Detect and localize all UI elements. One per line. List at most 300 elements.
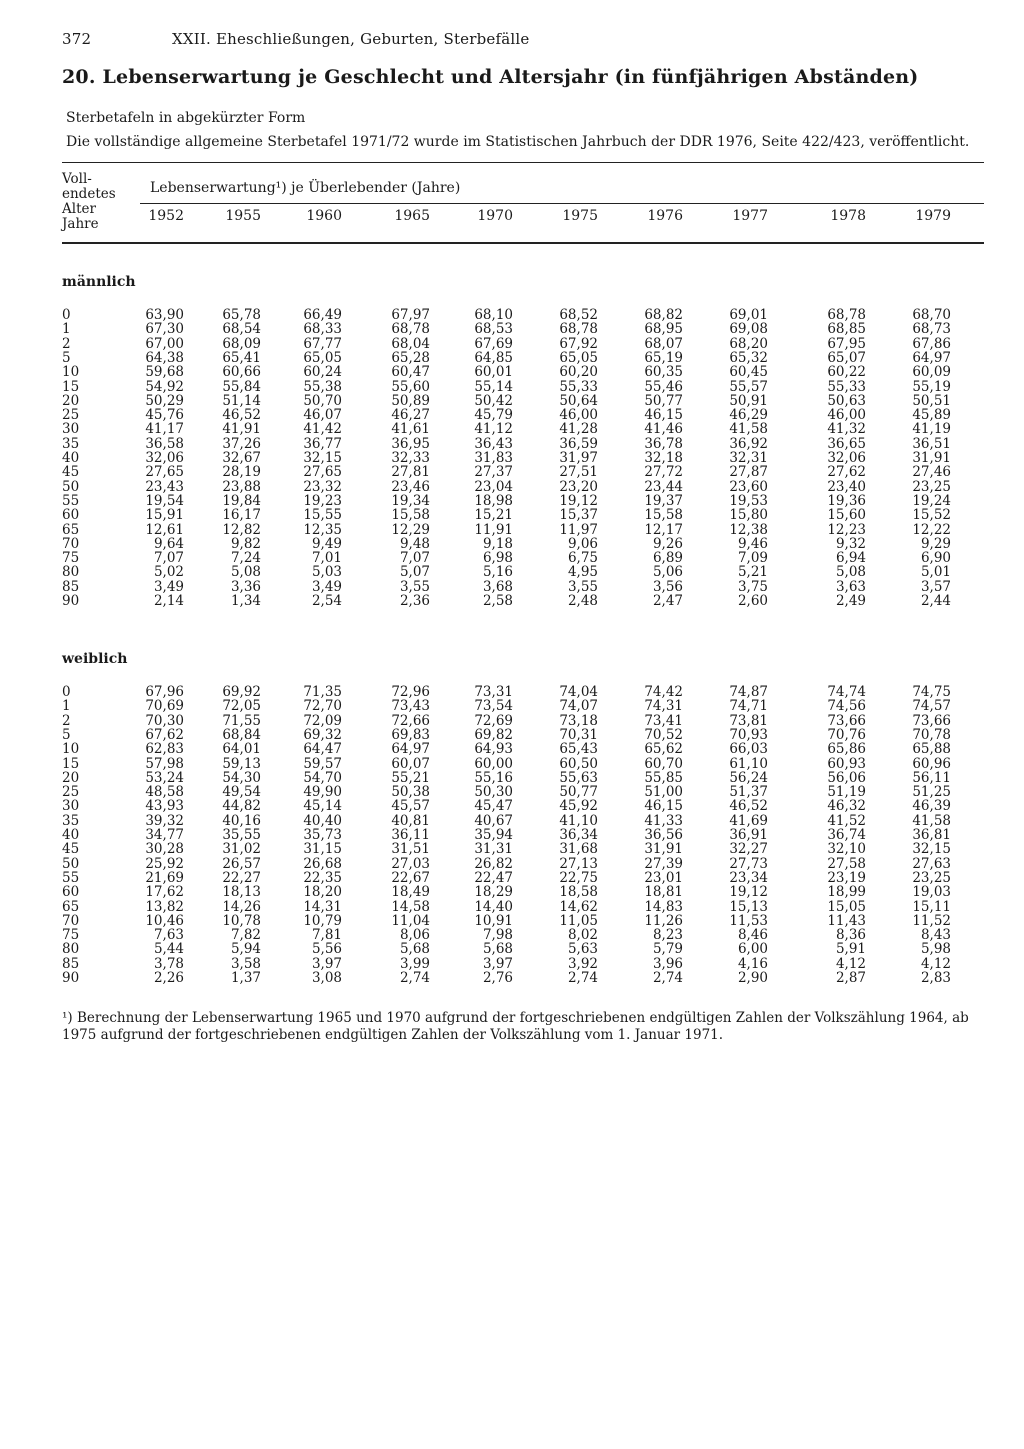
value-cell: 6,98: [482, 550, 513, 567]
value-cell: 40,81: [391, 812, 430, 829]
value-cell: 9,49: [311, 535, 342, 552]
value-cell: 71,55: [222, 712, 261, 729]
value-cell: 27,81: [391, 464, 430, 481]
value-cell: 35,94: [474, 827, 513, 843]
table-row: [0, 857, 1024, 871]
value-cell: 32,15: [912, 841, 951, 858]
value-cell: 36,81: [912, 827, 951, 843]
value-cell: 31,91: [912, 450, 951, 466]
value-cell: 54,30: [222, 769, 261, 786]
value-cell: 60,22: [827, 364, 866, 381]
value-cell: 60,35: [644, 364, 683, 381]
value-cell: 65,32: [729, 349, 768, 366]
age-cell: 80: [62, 941, 80, 958]
value-cell: 41,69: [729, 812, 768, 829]
value-cell: 5,08: [835, 564, 866, 581]
age-cell: 40: [62, 450, 80, 466]
table-row: [0, 871, 1024, 885]
value-cell: 65,78: [222, 307, 261, 323]
value-cell: 36,56: [644, 827, 683, 843]
value-cell: 2,14: [153, 593, 184, 609]
value-cell: 48,58: [145, 784, 184, 801]
value-cell: 2,54: [311, 593, 342, 609]
value-cell: 46,15: [644, 407, 683, 424]
section-label: weiblich: [62, 651, 128, 667]
value-cell: 60,66: [222, 364, 261, 381]
value-cell: 22,27: [222, 869, 261, 886]
value-cell: 55,63: [559, 769, 598, 786]
value-cell: 10,46: [145, 912, 184, 929]
value-cell: 15,52: [912, 507, 951, 524]
value-cell: 41,46: [644, 421, 683, 438]
value-cell: 19,23: [303, 492, 342, 509]
value-cell: 27,37: [474, 464, 513, 481]
year-header: 1970: [477, 208, 513, 224]
value-cell: 73,43: [391, 698, 430, 715]
value-cell: 60,24: [303, 364, 342, 381]
value-cell: 5,79: [652, 941, 683, 958]
value-cell: 60,70: [644, 755, 683, 772]
value-cell: 23,44: [644, 478, 683, 495]
value-cell: 68,04: [391, 335, 430, 352]
value-cell: 50,64: [559, 392, 598, 409]
value-cell: 72,96: [391, 684, 430, 700]
value-cell: 74,74: [827, 684, 866, 700]
table-row: [0, 451, 1024, 465]
value-cell: 68,82: [644, 307, 683, 323]
age-cell: 20: [62, 392, 80, 409]
value-cell: 16,17: [222, 507, 261, 524]
value-cell: 69,32: [303, 726, 342, 743]
value-cell: 55,84: [222, 378, 261, 395]
value-cell: 68,10: [474, 307, 513, 323]
value-cell: 60,00: [474, 755, 513, 772]
value-cell: 31,91: [644, 841, 683, 858]
value-cell: 67,96: [145, 684, 184, 700]
value-cell: 23,19: [827, 869, 866, 886]
page-number: 372: [62, 30, 92, 48]
value-cell: 36,77: [303, 435, 342, 452]
value-cell: 50,42: [474, 392, 513, 409]
value-cell: 3,75: [737, 578, 768, 595]
value-cell: 15,05: [827, 898, 866, 915]
value-cell: 36,91: [729, 827, 768, 843]
value-cell: 18,49: [391, 884, 430, 901]
value-cell: 55,14: [474, 378, 513, 395]
value-cell: 74,31: [644, 698, 683, 715]
value-cell: 2,47: [652, 593, 683, 609]
value-cell: 14,26: [222, 898, 261, 915]
value-cell: 22,67: [391, 869, 430, 886]
value-cell: 25,92: [145, 855, 184, 872]
age-cell: 10: [62, 364, 80, 381]
value-cell: 66,03: [729, 741, 768, 758]
value-cell: 67,00: [145, 335, 184, 352]
value-cell: 55,33: [827, 378, 866, 395]
value-cell: 2,74: [567, 970, 598, 986]
value-cell: 23,60: [729, 478, 768, 495]
value-cell: 46,39: [912, 798, 951, 815]
age-cell: 35: [62, 435, 80, 452]
value-cell: 10,91: [474, 912, 513, 929]
value-cell: 19,12: [559, 492, 598, 509]
value-cell: 11,91: [474, 521, 513, 538]
value-cell: 18,58: [559, 884, 598, 901]
value-cell: 19,54: [145, 492, 184, 509]
group-header: Lebenserwartung¹) je Überlebender (Jahre): [150, 180, 461, 196]
value-cell: 55,19: [912, 378, 951, 395]
age-cell: 0: [62, 684, 71, 700]
age-cell: 45: [62, 841, 80, 858]
value-cell: 27,58: [827, 855, 866, 872]
value-cell: 9,46: [737, 535, 768, 552]
section-label: männlich: [62, 274, 136, 290]
value-cell: 65,05: [559, 349, 598, 366]
value-cell: 11,97: [559, 521, 598, 538]
value-cell: 32,06: [145, 450, 184, 466]
value-cell: 35,55: [222, 827, 261, 843]
value-cell: 65,43: [559, 741, 598, 758]
value-cell: 5,06: [652, 564, 683, 581]
age-cell: 40: [62, 827, 80, 843]
table-row: [0, 742, 1024, 756]
table-row: [0, 785, 1024, 799]
year-header: 1960: [306, 208, 342, 224]
value-cell: 50,77: [559, 784, 598, 801]
age-cell: 80: [62, 564, 80, 581]
table-row: [0, 408, 1024, 422]
value-cell: 3,97: [482, 955, 513, 972]
value-cell: 60,01: [474, 364, 513, 381]
table-row: [0, 594, 1024, 608]
value-cell: 9,82: [230, 535, 261, 552]
value-cell: 2,36: [399, 593, 430, 609]
table-row: [0, 508, 1024, 522]
value-cell: 68,53: [474, 321, 513, 338]
table-title: 20. Lebenserwartung je Geschlecht und Altersjahr (in fünfjährigen Abständen): [62, 66, 919, 88]
value-cell: 8,43: [920, 927, 951, 944]
value-cell: 46,00: [827, 407, 866, 424]
age-cell: 2: [62, 335, 71, 352]
table-row: [0, 351, 1024, 365]
value-cell: 5,03: [311, 564, 342, 581]
value-cell: 73,31: [474, 684, 513, 700]
table-row: [0, 814, 1024, 828]
value-cell: 18,81: [644, 884, 683, 901]
value-cell: 74,07: [559, 698, 598, 715]
value-cell: 7,07: [153, 550, 184, 567]
value-cell: 60,50: [559, 755, 598, 772]
value-cell: 3,63: [835, 578, 866, 595]
table-row: [0, 565, 1024, 579]
value-cell: 18,98: [474, 492, 513, 509]
table-row: [0, 308, 1024, 322]
table-row: [0, 551, 1024, 565]
value-cell: 3,55: [399, 578, 430, 595]
value-cell: 64,93: [474, 741, 513, 758]
age-cell: 5: [62, 349, 71, 366]
value-cell: 67,92: [559, 335, 598, 352]
value-cell: 15,55: [303, 507, 342, 524]
value-cell: 68,78: [827, 307, 866, 323]
value-cell: 55,21: [391, 769, 430, 786]
value-cell: 15,37: [559, 507, 598, 524]
table-row: [0, 685, 1024, 699]
year-header: 1978: [830, 208, 866, 224]
value-cell: 1,34: [230, 593, 261, 609]
age-column-header: [62, 172, 116, 232]
value-cell: 41,10: [559, 812, 598, 829]
value-cell: 69,01: [729, 307, 768, 323]
value-cell: 5,44: [153, 941, 184, 958]
value-cell: 4,12: [835, 955, 866, 972]
value-cell: 9,18: [482, 535, 513, 552]
table-row: [0, 480, 1024, 494]
value-cell: 74,71: [729, 698, 768, 715]
age-cell: 2: [62, 712, 71, 729]
value-cell: 10,78: [222, 912, 261, 929]
age-cell: 90: [62, 970, 80, 986]
value-cell: 11,26: [644, 912, 683, 929]
value-cell: 45,14: [303, 798, 342, 815]
value-cell: 9,06: [567, 535, 598, 552]
value-cell: 7,09: [737, 550, 768, 567]
value-cell: 69,92: [222, 684, 261, 700]
age-cell: 1: [62, 698, 71, 715]
value-cell: 70,69: [145, 698, 184, 715]
chapter-title: XXII. Eheschließungen, Geburten, Sterbefälle: [172, 30, 530, 48]
table-row: [0, 380, 1024, 394]
value-cell: 32,27: [729, 841, 768, 858]
running-head: [62, 30, 529, 48]
table-row: [0, 365, 1024, 379]
value-cell: 67,95: [827, 335, 866, 352]
value-cell: 22,75: [559, 869, 598, 886]
value-cell: 67,77: [303, 335, 342, 352]
value-cell: 55,46: [644, 378, 683, 395]
value-cell: 5,98: [920, 941, 951, 958]
value-cell: 64,38: [145, 349, 184, 366]
table-row: [0, 728, 1024, 742]
value-cell: 12,35: [303, 521, 342, 538]
age-cell: 85: [62, 578, 80, 595]
value-cell: 11,52: [912, 912, 951, 929]
value-cell: 27,65: [303, 464, 342, 481]
value-cell: 44,82: [222, 798, 261, 815]
value-cell: 41,32: [827, 421, 866, 438]
value-cell: 68,33: [303, 321, 342, 338]
value-cell: 36,59: [559, 435, 598, 452]
year-header: 1979: [915, 208, 951, 224]
age-cell: 75: [62, 927, 80, 944]
value-cell: 55,33: [559, 378, 598, 395]
value-cell: 73,18: [559, 712, 598, 729]
year-header: 1975: [562, 208, 598, 224]
value-cell: 15,58: [391, 507, 430, 524]
value-cell: 15,80: [729, 507, 768, 524]
age-cell: 60: [62, 507, 80, 524]
value-cell: 1,37: [230, 970, 261, 986]
value-cell: 41,61: [391, 421, 430, 438]
value-cell: 41,33: [644, 812, 683, 829]
value-cell: 41,28: [559, 421, 598, 438]
value-cell: 7,81: [311, 927, 342, 944]
value-cell: 32,10: [827, 841, 866, 858]
value-cell: 31,51: [391, 841, 430, 858]
value-cell: 51,25: [912, 784, 951, 801]
table-row: [0, 914, 1024, 928]
age-cell: 55: [62, 869, 80, 886]
value-cell: 51,00: [644, 784, 683, 801]
value-cell: 27,39: [644, 855, 683, 872]
value-cell: 41,58: [912, 812, 951, 829]
value-cell: 46,27: [391, 407, 430, 424]
value-cell: 6,90: [920, 550, 951, 567]
value-cell: 41,12: [474, 421, 513, 438]
value-cell: 50,91: [729, 392, 768, 409]
value-cell: 70,93: [729, 726, 768, 743]
value-cell: 5,94: [230, 941, 261, 958]
value-cell: 3,68: [482, 578, 513, 595]
value-cell: 66,49: [303, 307, 342, 323]
value-cell: 31,68: [559, 841, 598, 858]
table-row: [0, 885, 1024, 899]
value-cell: 55,57: [729, 378, 768, 395]
value-cell: 67,97: [391, 307, 430, 323]
value-cell: 49,90: [303, 784, 342, 801]
value-cell: 68,84: [222, 726, 261, 743]
value-cell: 30,28: [145, 841, 184, 858]
value-cell: 3,36: [230, 578, 261, 595]
table-row: [0, 900, 1024, 914]
value-cell: 5,16: [482, 564, 513, 581]
value-cell: 7,82: [230, 927, 261, 944]
value-cell: 51,37: [729, 784, 768, 801]
value-cell: 70,76: [827, 726, 866, 743]
value-cell: 5,63: [567, 941, 598, 958]
footnote: ¹) Berechnung der Lebenserwartung 1965 und 1970 aufgrund der fortgeschriebenen endgültigen Zahlen der Volkszählung 1964, ab 1975 aufgrund der fortgeschriebenen endgültigen Zahlen der Volkszählung vom 1. Januar 1971.: [62, 1010, 969, 1043]
value-cell: 27,65: [145, 464, 184, 481]
value-cell: 3,97: [311, 955, 342, 972]
value-cell: 2,58: [482, 593, 513, 609]
age-cell: 70: [62, 912, 80, 929]
value-cell: 64,01: [222, 741, 261, 758]
value-cell: 65,86: [827, 741, 866, 758]
value-cell: 8,36: [835, 927, 866, 944]
value-cell: 27,03: [391, 855, 430, 872]
value-cell: 14,31: [303, 898, 342, 915]
value-cell: 23,20: [559, 478, 598, 495]
value-cell: 65,19: [644, 349, 683, 366]
year-header: 1965: [394, 208, 430, 224]
age-cell: 10: [62, 741, 80, 758]
value-cell: 23,46: [391, 478, 430, 495]
value-cell: 23,25: [912, 869, 951, 886]
value-cell: 55,85: [644, 769, 683, 786]
year-header: 1976: [647, 208, 683, 224]
value-cell: 18,29: [474, 884, 513, 901]
value-cell: 46,15: [644, 798, 683, 815]
age-cell: 1: [62, 321, 71, 338]
value-cell: 46,32: [827, 798, 866, 815]
value-cell: 72,05: [222, 698, 261, 715]
age-cell: 30: [62, 421, 80, 438]
value-cell: 45,92: [559, 798, 598, 815]
value-cell: 7,63: [153, 927, 184, 944]
age-header-line: Voll-: [62, 171, 92, 187]
value-cell: 55,38: [303, 378, 342, 395]
table-row: [0, 757, 1024, 771]
value-cell: 74,87: [729, 684, 768, 700]
value-cell: 6,94: [835, 550, 866, 567]
header-bottom-rule: [62, 242, 984, 244]
value-cell: 50,89: [391, 392, 430, 409]
value-cell: 23,88: [222, 478, 261, 495]
value-cell: 2,74: [652, 970, 683, 986]
value-cell: 60,45: [729, 364, 768, 381]
value-cell: 14,62: [559, 898, 598, 915]
year-header: 1977: [732, 208, 768, 224]
value-cell: 32,06: [827, 450, 866, 466]
value-cell: 27,51: [559, 464, 598, 481]
age-cell: 0: [62, 307, 71, 323]
value-cell: 68,54: [222, 321, 261, 338]
value-cell: 27,62: [827, 464, 866, 481]
value-cell: 74,56: [827, 698, 866, 715]
value-cell: 50,30: [474, 784, 513, 801]
value-cell: 41,52: [827, 812, 866, 829]
value-cell: 12,29: [391, 521, 430, 538]
value-cell: 15,91: [145, 507, 184, 524]
value-cell: 68,20: [729, 335, 768, 352]
age-cell: 65: [62, 521, 80, 538]
value-cell: 60,47: [391, 364, 430, 381]
value-cell: 50,70: [303, 392, 342, 409]
value-cell: 31,31: [474, 841, 513, 858]
value-cell: 46,52: [729, 798, 768, 815]
value-cell: 41,91: [222, 421, 261, 438]
value-cell: 36,51: [912, 435, 951, 452]
table-row: [0, 337, 1024, 351]
value-cell: 67,30: [145, 321, 184, 338]
value-cell: 7,24: [230, 550, 261, 567]
value-cell: 37,26: [222, 435, 261, 452]
table-subtitle: Sterbetafeln in abgekürzter Form: [66, 110, 306, 126]
table-row: [0, 699, 1024, 713]
value-cell: 70,30: [145, 712, 184, 729]
value-cell: 3,99: [399, 955, 430, 972]
value-cell: 26,57: [222, 855, 261, 872]
value-cell: 46,52: [222, 407, 261, 424]
value-cell: 54,92: [145, 378, 184, 395]
value-cell: 46,07: [303, 407, 342, 424]
value-cell: 65,05: [303, 349, 342, 366]
value-cell: 23,32: [303, 478, 342, 495]
value-cell: 36,58: [145, 435, 184, 452]
value-cell: 9,64: [153, 535, 184, 552]
value-cell: 19,36: [827, 492, 866, 509]
value-cell: 23,04: [474, 478, 513, 495]
value-cell: 36,95: [391, 435, 430, 452]
value-cell: 31,02: [222, 841, 261, 858]
value-cell: 73,54: [474, 698, 513, 715]
value-cell: 50,63: [827, 392, 866, 409]
value-cell: 64,85: [474, 349, 513, 366]
value-cell: 18,99: [827, 884, 866, 901]
age-cell: 15: [62, 755, 80, 772]
value-cell: 14,58: [391, 898, 430, 915]
table-row: [0, 580, 1024, 594]
